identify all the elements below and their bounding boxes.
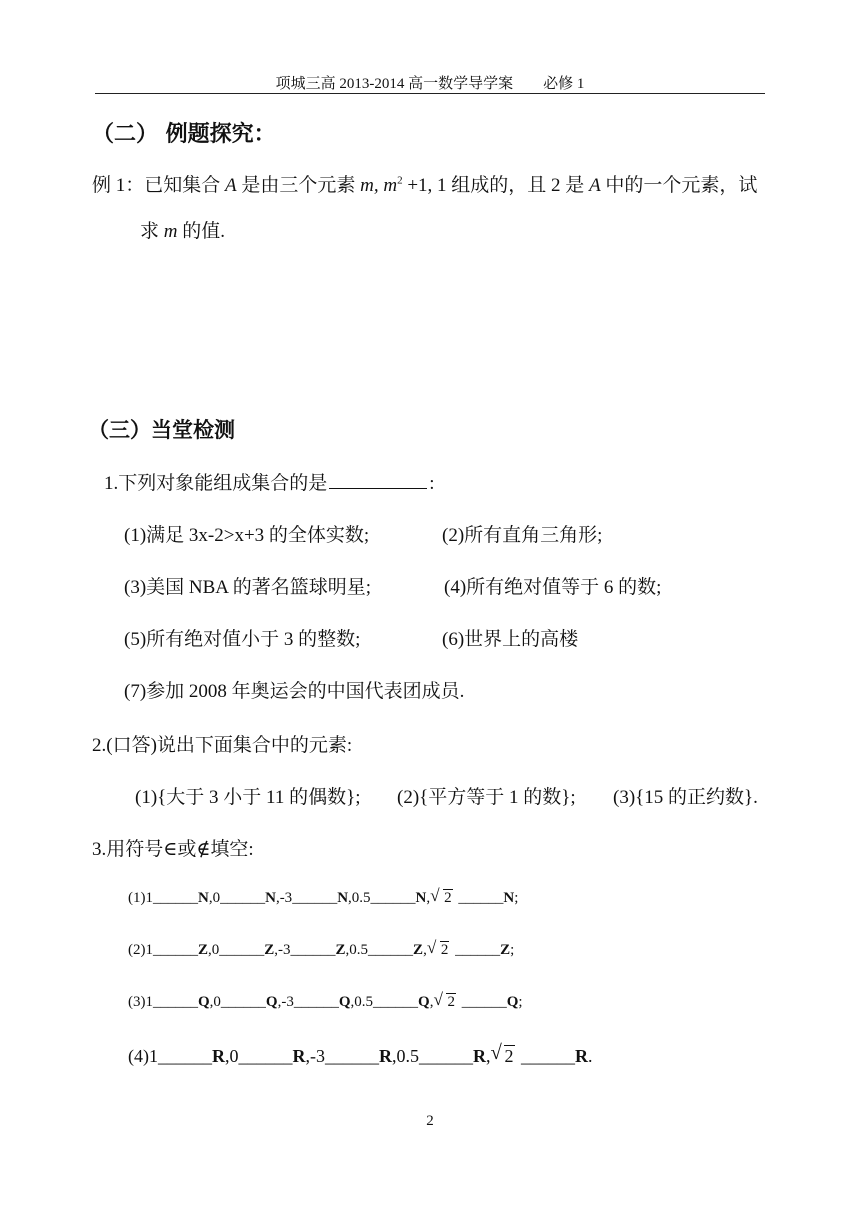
half: ,0.5 <box>350 994 374 1010</box>
set-letter: N <box>198 890 209 906</box>
question-2-item-3: (3){15 的正约数}. <box>613 787 758 808</box>
zero: ,0 <box>225 1046 239 1066</box>
set-letter: Z <box>500 942 511 958</box>
half: ,0.5 <box>392 1046 419 1066</box>
var-m: m <box>163 221 178 242</box>
blank[interactable]: ______ <box>325 1046 379 1066</box>
set-letter: N <box>265 890 276 906</box>
header-rule <box>95 93 765 94</box>
sqrt-icon: √ <box>433 990 443 1009</box>
set-letter: Q <box>418 994 430 1010</box>
set-letter: R <box>473 1046 486 1066</box>
sqrt-2 <box>433 990 456 1011</box>
sqrt-icon: √ <box>430 886 440 905</box>
blank[interactable]: ______ <box>153 994 198 1010</box>
set-letter: R <box>379 1046 392 1066</box>
example1-end: 中的一个元素，试 <box>600 175 758 196</box>
neg-three: ,-3 <box>274 942 291 958</box>
set-letter: Q <box>506 994 519 1010</box>
question-1-prefix: 1.下列对象能组成集合的是 <box>104 473 328 494</box>
blank[interactable]: ______ <box>220 994 266 1010</box>
question-2-item-1: (1){大于 3 小于 11 的偶数}; <box>135 787 361 808</box>
set-letter: R <box>575 1046 588 1066</box>
set-letter: Q <box>338 994 351 1010</box>
row-label: (1)1 <box>128 890 153 906</box>
set-letter: R <box>292 1046 306 1066</box>
example1-line2-prefix: 求 <box>140 221 164 242</box>
var-A: A <box>225 175 237 196</box>
zero: ,0 <box>209 994 221 1010</box>
blank[interactable]: ______ <box>292 890 338 906</box>
blank[interactable]: ______ <box>290 942 336 958</box>
neg-three: ,-3 <box>305 1046 325 1066</box>
half: ,0.5 <box>345 942 369 958</box>
set-letter: Z <box>335 942 346 958</box>
blank[interactable]: ______ <box>521 1046 575 1066</box>
example1-prefix: 例 1：已知集合 <box>92 175 226 196</box>
answer-blank[interactable] <box>329 470 427 489</box>
blank[interactable]: ______ <box>158 1046 212 1066</box>
row-end: ; <box>510 942 515 958</box>
zero: ,0 <box>208 890 221 906</box>
blank[interactable]: ______ <box>293 994 339 1010</box>
sqrt-icon: √ <box>490 1042 502 1064</box>
set-letter: Q <box>198 994 210 1010</box>
fill-row-1: (1)1______N,0______N,-3______N,0.5______N, √ 2 ______N; <box>128 886 519 906</box>
section-title-examples: （二） 例题探究： <box>92 122 276 147</box>
option-6: (6)世界上的高楼 <box>442 629 579 650</box>
example1-line2 <box>140 216 225 243</box>
superscript-2: 2 <box>397 174 403 187</box>
sqrt-arg: 2 <box>504 1046 514 1066</box>
example1-elements-rest: +1, 1 组成的，且 2 是 <box>402 175 590 196</box>
page-header: 项城三高 2013-2014 高一数学导学案 必修 1 <box>275 76 585 92</box>
row-label: (4)1 <box>128 1046 158 1066</box>
example1-mid: 是由三个元素 <box>236 175 361 196</box>
question-1-suffix: : <box>429 473 435 494</box>
fill-row-4: (4)1______R,0______R,-3______R,0.5______R, √ 2 ______R. <box>128 1042 593 1066</box>
fill-row-2: (2)1______Z,0______Z,-3______Z,0.5______Z, √ 2 ______Z; <box>128 938 515 958</box>
sqrt-arg: 2 <box>447 994 455 1010</box>
blank[interactable]: ______ <box>458 890 504 906</box>
question-2-item-2: (2){平方等于 1 的数}; <box>397 787 576 808</box>
row-label: (3)1 <box>128 994 153 1010</box>
page-number: 2 <box>426 1113 434 1129</box>
sqrt-icon: √ <box>426 938 437 957</box>
option-4: (4)所有绝对值等于 6 的数; <box>444 577 662 598</box>
sqrt-2 <box>426 938 450 959</box>
set-letter: N <box>503 890 515 906</box>
fill-row-3: (3)1______Q,0______Q,-3______Q,0.5______Q, √ 2 ______Q; <box>128 990 523 1010</box>
blank[interactable]: ______ <box>238 1046 293 1066</box>
option-5: (5)所有绝对值小于 3 的整数; <box>124 629 361 650</box>
set-letter: Z <box>198 942 209 958</box>
option-1: (1)满足 3x-2>x+3 的全体实数; <box>124 525 370 546</box>
sqrt-2 <box>430 886 453 907</box>
set-letter: Q <box>265 994 278 1010</box>
sqrt-arg: 2 <box>440 942 449 958</box>
section-title-check: （三）当堂检测 <box>88 418 235 442</box>
blank[interactable]: ______ <box>373 994 419 1010</box>
blank[interactable]: ______ <box>220 890 266 906</box>
row-label: (2)1 <box>128 942 153 958</box>
neg-three: ,-3 <box>277 994 294 1010</box>
set-letter: Z <box>413 942 424 958</box>
set-letter: R <box>212 1046 225 1066</box>
row-end: ; <box>518 994 523 1010</box>
blank[interactable]: ______ <box>368 942 414 958</box>
option-3: (3)美国 NBA 的著名篮球明星; <box>124 577 372 598</box>
blank[interactable]: ______ <box>461 994 507 1010</box>
neg-three: ,-3 <box>275 890 293 906</box>
set-letter: Z <box>264 942 275 958</box>
set-letter: N <box>415 890 427 906</box>
sqrt-arg: 2 <box>444 890 452 906</box>
blank[interactable]: ______ <box>153 890 198 906</box>
row-end: ; <box>514 890 519 906</box>
question-1 <box>104 468 435 495</box>
blank[interactable]: ______ <box>219 942 265 958</box>
elements-m: m, m <box>360 175 398 196</box>
question-2: 2.(口答)说出下面集合中的元素: <box>92 735 353 756</box>
blank[interactable]: ______ <box>370 890 416 906</box>
sqrt-2 <box>490 1042 515 1067</box>
example1-line2-end: 的值. <box>177 221 226 242</box>
option-2: (2)所有直角三角形; <box>442 525 603 546</box>
blank[interactable]: ______ <box>455 942 501 958</box>
set-letter: N <box>337 890 349 906</box>
example1-line1 <box>92 170 757 197</box>
var-A-2: A <box>589 175 601 196</box>
row-end: . <box>588 1046 593 1066</box>
option-7: (7)参加 2008 年奥运会的中国代表团成员. <box>124 681 465 702</box>
blank[interactable]: ______ <box>419 1046 473 1066</box>
question-3: 3.用符号∈或∉填空: <box>92 839 254 860</box>
zero: ,0 <box>208 942 220 958</box>
half: ,0.5 <box>348 890 371 906</box>
blank[interactable]: ______ <box>153 942 198 958</box>
